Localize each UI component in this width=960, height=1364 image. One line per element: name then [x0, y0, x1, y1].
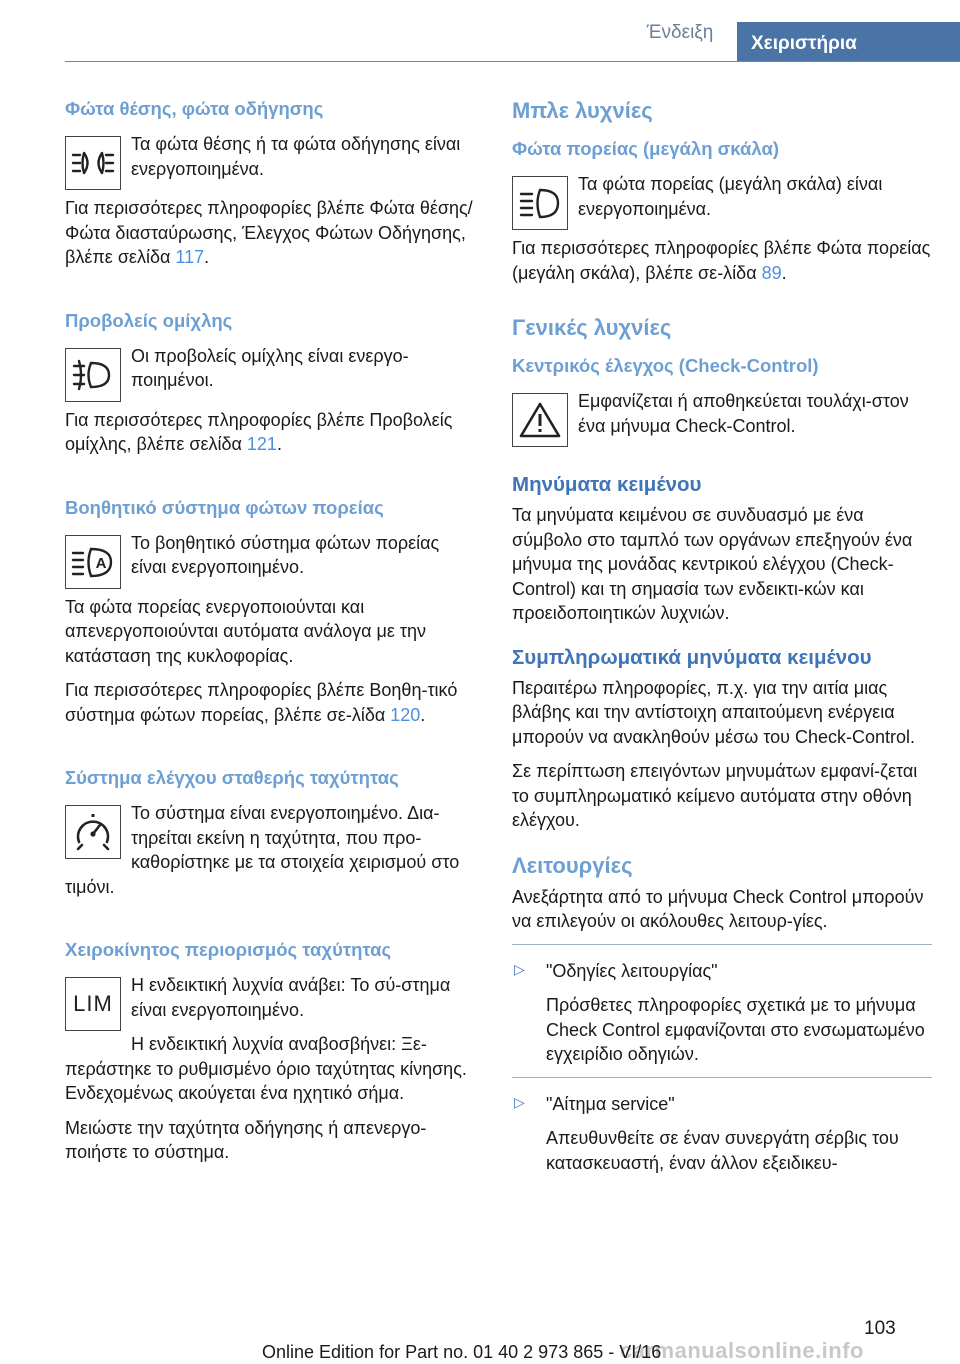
spacer — [512, 636, 932, 644]
tab-index[interactable]: Ένδειξη — [646, 22, 714, 43]
divider — [512, 944, 932, 945]
paragraph: Οι προβολείς ομίχλης είναι ενεργο‐ποιημένοι. — [131, 345, 409, 390]
spacer — [65, 467, 477, 495]
text: Για περισσότερες πληροφορίες βλέπε Προβολείς ομίχλης, βλέπε σελίδα — [65, 409, 453, 454]
watermark: carmanualsonline.info — [620, 1338, 864, 1363]
text: Για περισσότερες πληροφορίες βλέπε Φώτα πορείας (μεγάλη σκάλα), βλέπε σε‐λίδα — [512, 238, 931, 283]
fog-lights-icon — [65, 348, 121, 402]
paragraph: Η ενδεικτική λυχνία αναβοσβήνει: Ξε‐περάστηκε το ρυθμισμένο όριο ταχύτητας κίνησης. Ενδεχομένως ακούγεται ένα ηχητικό σήμα. — [65, 1034, 467, 1103]
parking-lights-icon — [65, 136, 121, 190]
section-high-beam-assist — [65, 495, 477, 728]
text: . — [204, 247, 210, 267]
section-title: Προβολείς ομίχλης — [65, 309, 233, 331]
section-title: Λειτουργίες — [512, 852, 633, 878]
section-title: Φώτα θέσης, φώτα οδήγησης — [65, 98, 324, 119]
left-column — [65, 96, 477, 1175]
paragraph: Τα μηνύματα κειμένου σε συνδυασμό με ένα σύμβολο στο ταμπλό των οργάνων επεξηγούν ένα μήνυμα της μονάδας κεντρικού ελέγχου (Check-Control) και τη σημασία των ενδεικτι‐κών και προειδοποιητικών λυχνιών. — [512, 505, 913, 623]
paragraph: Τα φώτα πορείας ενεργοποιούνται και απενεργοποιούνται αυτόματα ανάλογα με την κατάσταση της κυκλοφορίας. — [65, 596, 427, 666]
paragraph: Σε περίπτωση επειγόντων μηνυμάτων εμφανί‐ζεται το συμπληρωματικό κείμενο αυτόματα στην οθόνη ελέγχου. — [512, 761, 918, 830]
svg-text:A: A — [95, 554, 107, 572]
list-item — [512, 959, 932, 1067]
triangle-bullet-icon: ▷ — [514, 1093, 525, 1110]
general-lights-heading: Γενικές λυχνίες — [512, 315, 672, 340]
paragraph: Ανεξάρτητα από το μήνυμα Check Control μπορούν να επιλεγούν οι ακόλουθες λειτουρ‐γίες. — [512, 886, 924, 931]
text: Για περισσότερες πληροφορίες βλέπε Φώτα θέσης/Φώτα διασταύρωσης, Έλεγχος Φώτων Οδήγησης, βλέπε σελίδα — [65, 198, 473, 267]
paragraph: Το σύστημα είναι ενεργοποιημένο. Δια‐τηρείται εκείνη η ταχύτητα, που προ‐καθορίστηκε με τα στοιχεία χειρισμού στο τιμόνι. — [65, 803, 460, 897]
tab-controls[interactable]: Χειριστήρια — [737, 22, 960, 62]
page-link-121[interactable]: 121 — [246, 434, 277, 454]
page-link-117[interactable]: 117 — [175, 247, 205, 267]
spacer — [512, 843, 932, 851]
paragraph — [65, 408, 477, 457]
page-number: 103 — [864, 1318, 896, 1339]
paragraph: Η ενδεικτική λυχνία ανάβει: Το σύ‐στημα είναι ενεργοποιημένο. — [131, 975, 451, 1020]
paragraph — [65, 196, 477, 270]
paragraph: Περαιτέρω πληροφορίες, π.χ. για την αιτία μιας βλάβης και την αντίστοιχη απαιτούμενη ενέργεια μπορούν να ανακληθούν μέσω του Check-Control. — [512, 677, 916, 747]
text: . — [420, 704, 426, 725]
triangle-bullet-icon: ▷ — [514, 960, 525, 977]
list-item — [512, 1092, 932, 1176]
paragraph: Εμφανίζεται ή αποθηκεύεται τουλάχι‐στον ένα μήνυμα Check-Control. — [578, 391, 909, 436]
edition-footer: Online Edition for Part no. 01 40 2 973 865 - VI/16 — [262, 1342, 662, 1362]
cruise-control-icon — [65, 805, 121, 859]
section-title: Βοηθητικό σύστημα φώτων πορείας — [65, 496, 384, 518]
header-rule — [65, 61, 960, 62]
lim-icon-text: LIM — [73, 991, 113, 1016]
paragraph: Τα φώτα πορείας (μεγάλη σκάλα) είναι ενεργοποιημένα. — [578, 174, 883, 219]
paragraph — [65, 678, 477, 727]
lim-icon — [65, 977, 121, 1031]
page-link-89[interactable]: 89 — [761, 262, 782, 283]
section-fog-lights — [65, 308, 477, 457]
paragraph: Το βοηθητικό σύστημα φώτων πορείας είναι ενεργοποιημένο. — [131, 532, 440, 577]
text: . — [781, 262, 787, 283]
list-item-desc: Πρόσθετες πληροφορίες σχετικά με το μήνυμα Check Control εμφανίζονται στο ενσωματωμένο εγχειρίδιο οδηγιών. — [546, 995, 925, 1064]
header-bar — [0, 0, 960, 62]
section-title: Μηνύματα κειμένου — [512, 473, 702, 496]
spacer — [512, 453, 932, 471]
section-text-messages — [512, 471, 932, 626]
section-title: Χειροκίνητος περιορισμός ταχύτητας — [65, 939, 392, 960]
list-item-label: "Οδηγίες λειτουργίας" — [546, 960, 718, 981]
paragraph — [512, 236, 932, 285]
section-supplementary-messages — [512, 644, 932, 833]
blue-lights-heading: Μπλε λυχνίες — [512, 98, 653, 123]
spacer — [65, 737, 477, 765]
text: . — [276, 434, 282, 454]
right-column — [512, 96, 932, 1185]
section-parking-lights — [65, 96, 477, 270]
paragraph: Μειώστε την ταχύτητα οδήγησης ή απενεργο‐ποιήστε το σύστημα. — [65, 1117, 427, 1162]
spacer — [512, 295, 932, 313]
section-title: Συμπληρωματικά μηνύματα κειμένου — [512, 645, 872, 669]
page-link-120[interactable]: 120 — [390, 704, 421, 725]
section-check-control — [512, 353, 932, 453]
section-speed-limiter — [65, 937, 477, 1165]
divider — [512, 1077, 932, 1078]
section-functions — [512, 851, 932, 1176]
spacer — [65, 280, 477, 308]
spacer — [65, 909, 477, 937]
section-title: Κεντρικός έλεγχος (Check-Control) — [512, 355, 819, 376]
section-cruise-control — [65, 765, 477, 909]
paragraph: Τα φώτα θέσης ή τα φώτα οδήγησης είναι ενεργοποιημένα. — [131, 134, 461, 179]
high-beam-icon — [512, 176, 568, 230]
high-beam-assist-icon — [65, 535, 121, 589]
list-item-desc: Απευθυνθείτε σε έναν συνεργάτη σέρβις του κατασκευαστή, έναν άλλον εξειδικευ‐ — [546, 1128, 899, 1173]
text: Για περισσότερες πληροφορίες βλέπε Βοηθη‐τικό σύστημα φώτων πορείας, βλέπε σε‐λίδα — [65, 680, 458, 725]
list-item-label: "Αίτημα service" — [546, 1093, 675, 1114]
warning-triangle-icon — [512, 393, 568, 447]
section-high-beam — [512, 136, 932, 285]
section-title: Φώτα πορείας (μεγάλη σκάλα) — [512, 138, 779, 159]
section-title: Σύστημα ελέγχου σταθερής ταχύτητας — [65, 767, 399, 788]
